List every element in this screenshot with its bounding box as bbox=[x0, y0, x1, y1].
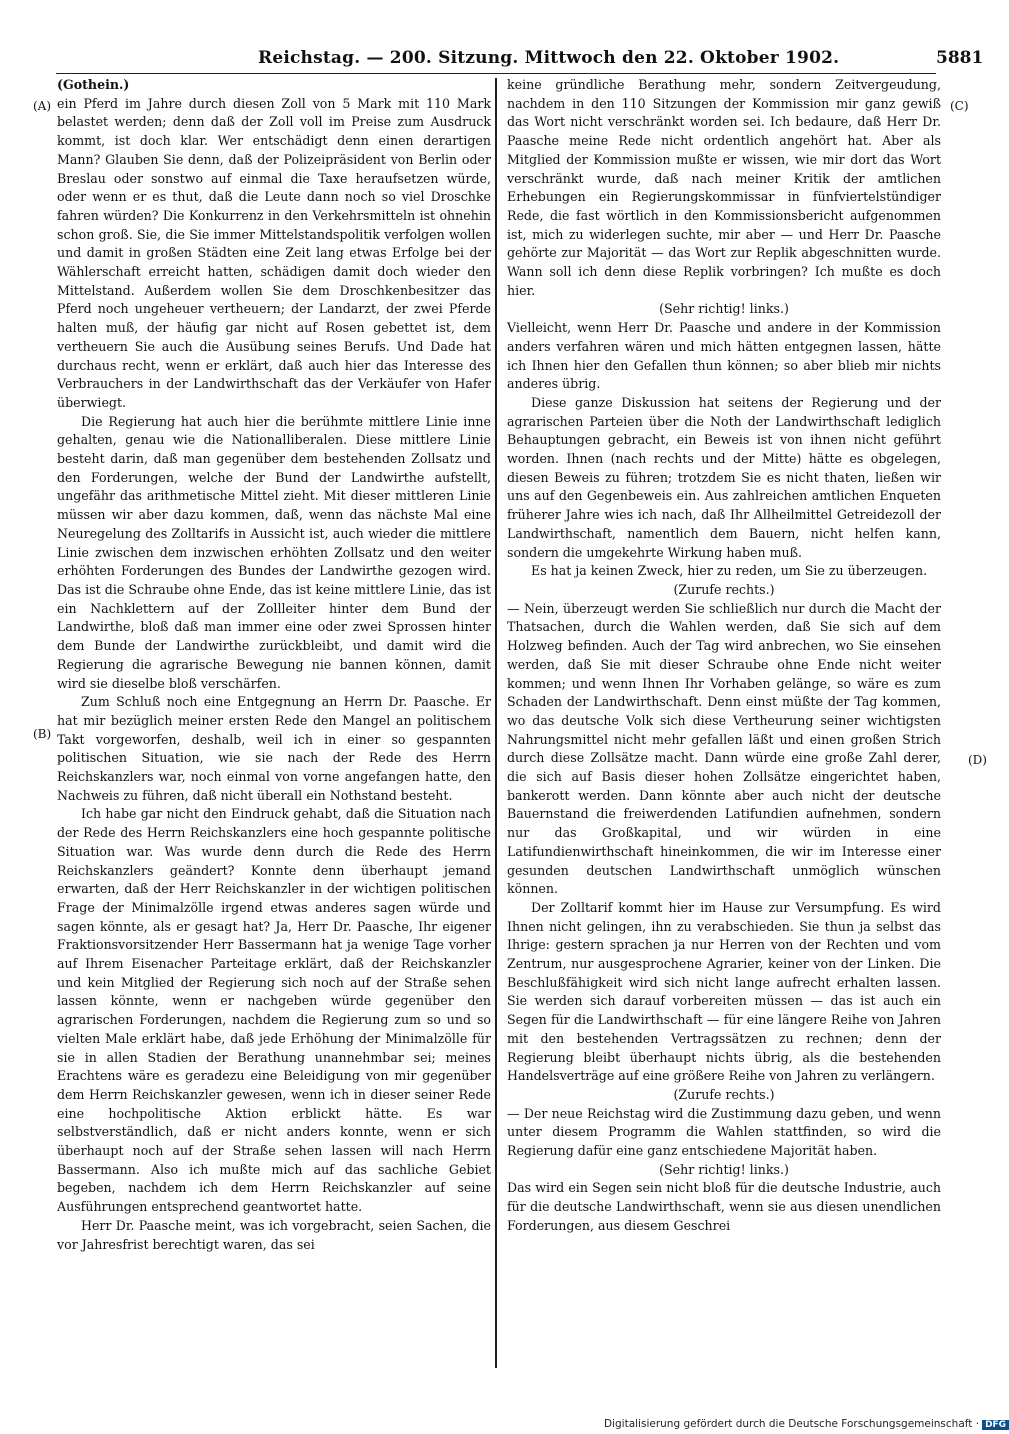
paragraph: Vielleicht, wenn Herr Dr. Paasche und andere in der Kommission anders verfahren wären und mich hätten entgegnen lassen, hätte ich Ihnen hier den Gefallen thun können; so aber blieb mir nichts anderes übrig. bbox=[507, 320, 941, 392]
paragraph: Die Regierung hat auch hier die berühmte mittlere Linie inne gehalten, genau wie die Nationalliberalen. Diese mittlere Linie besteht darin, daß man gegenüber dem bestehenden Zollsatz und den Forderungen, welche der Bund der Landwirthe aufstellt, ungefähr das arithmetische Mittel zieht. Mit dieser mittleren Linie müssen wir aber dazu kommen, daß, wenn das nächste Mal eine Neuregelung des Zolltarifs in Aussicht ist, auch wieder die mittlere Linie zwischen dem inzwischen erhöhten Zollsatz und den weiter erhöhten Forderungen des Bundes der Landwirthe gezogen wird. Das ist die Schraube ohne Ende, das ist keine mittlere Linie, das ist ein Nachklettern auf der Zollleiter hinter dem Bund der Landwirthe, bloß daß man immer eine oder zwei Sprossen hinter dem Bunde der Landwirthe zurückbleibt, und damit wird die Regierung die agrarische Bewegung nie bannen können, damit wird sie dieselbe bloß verschärfen. bbox=[57, 413, 491, 691]
paragraph: Zum Schluß noch eine Entgegnung an Herrn Dr. Paasche. Er hat mir bezüglich meiner ersten Rede den Mangel an politischem Takt vorgeworfen, deshalb, weil ich in einer so gespannten politischen Situation, wie sie nach der Rede des Herrn Reichskanzlers war, noch einmal von vorne angefangen hatte, den Nachweis zu führen, daß nicht überall ein Nothstand besteht. bbox=[57, 694, 491, 803]
paragraph: Es hat ja keinen Zweck, hier zu reden, um Sie zu überzeugen. bbox=[531, 563, 928, 579]
paragraph: Ich habe gar nicht den Eindruck gehabt, daß die Situation nach der Rede des Herrn Reichskanzlers eine hoch gespannte politische Situation war. Was wurde denn durch die Rede des Herrn Reichskanzlers geändert? Konnte denn überhaupt jemand erwarten, daß der Herr Reichskanzler in der wichtigen politischen Frage der Minimalzölle irgend etwas anderes sagen würde und sagen könnte, als er gesagt hat? Ja, Herr Dr. Paasche, Ihr eigener Fraktionsvorsitzender Herr Bassermann hat ja wenige Tage vorher auf Ihrem Eisenacher Parteitage erklärt, daß der Reichskanzler und kein Mitglied der Regierung sich noch auf der Straße sehen lassen könnte, wenn er nachgeben würde gegenüber den agrarischen Forderungen, nachdem die Regierung zum so und so vielten Male erklärt habe, daß jede Erhöhung der Minimalzölle für sie in allen Stadien der Berathung unannehmbar sei; meines Erachtens wäre es geradezu eine Beleidigung von mir gegenüber dem Herrn Reichskanzler gewesen, wenn ich in dieser seiner Rede eine hochpolitische Aktion erblickt hätte. Es war selbstverständlich, daß er nicht anders konnte, wenn er sich überhaupt noch auf der Straße sehen lassen will nach Herrn Bassermann. Also ich mußte mich auf das sachliche Gebiet begeben, nachdem ich dem Herrn Reichskanzler auf seine Ausführungen entsprechend geantwortet hatte. bbox=[57, 806, 491, 1215]
column-divider bbox=[495, 78, 497, 1368]
paragraph: keine gründliche Berathung mehr, sondern Zeitvergeudung, nachdem in den 110 Sitzungen der Kommission mir ganz gewiß das Wort nicht verschränkt worden sei. Ich bedaure, daß Herr Dr. Paasche meine Rede nicht ordentlich angehört hat. Aber als Mitglied der Kommission mußte er wissen, wie mir dort das Wort verschränkt wurde, daß nach meiner Kritik der amtlichen Erhebungen ein Regierungskommissar in fünfviertelstündiger Rede, die fast wörtlich in den Kommissionsbericht aufgenommen ist, mich zu widerlegen suchte, mir aber — und Herr Dr. Paasche gehörte zur Majorität — das Wort zur Replik abgeschnitten wurde. Wann soll ich denn diese Replik vorbringen? Ich mußte es doch hier. bbox=[507, 77, 941, 298]
paragraph: ein Pferd im Jahre durch diesen Zoll von 5 Mark mit 110 Mark belastet werden; denn daß der Zoll voll im Preise zum Ausdruck kommt, ist doch klar. Wer entschädigt denn einen derartigen Mann? Glauben Sie denn, daß der Polizeipräsident von Berlin oder Breslau oder sonstwo auf einmal die Taxe heraufsetzen würde, oder wenn er es thut, daß die Leute dann noch so viel Droschke fahren würden? Die Konkurrenz in den Verkehrsmitteln ist ohnehin schon groß. Sie, die Sie immer Mittelstandspolitik verfolgen wollen und damit in großen Städten eine Zeit lang etwas Erfolge bei der Wählerschaft erreicht hatten, schädigen damit doch wieder den Mittelstand. Außerdem wollen Sie dem Droschkenbesitzer das Pferd noch ungeheuer vertheuern; der Landarzt, der zwei Pferde halten muß, der häufig gar nicht auf Rosen gebettet ist, dem vertheuern Sie auch die Ausübung seines Berufs. Und Dade hat durchaus recht, wenn er erklärt, daß auch hier das Interesse des Verbrauchers in der Landwirthschaft das der Verkäufer von Hafer überwiegt. bbox=[57, 95, 491, 410]
margin-marker-d: (D) bbox=[968, 753, 987, 767]
margin-marker-b: (B) bbox=[33, 727, 52, 741]
running-title: Reichstag. — 200. Sitzung. Mittwoch den 22. Oktober 1902. bbox=[258, 48, 840, 68]
paragraph: Herr Dr. Paasche meint, was ich vorgebracht, seien Sachen, die vor Jahresfrist berechtigt waren, das sei bbox=[57, 1217, 491, 1252]
interjection: (Sehr richtig! links.) bbox=[659, 1161, 789, 1177]
paragraph: — Nein, überzeugt werden Sie schließlich nur durch die Macht der Thatsachen, durch die Wahlen werden, daß Sie sich auf dem Holzweg befinden. Auch der Tag wird anbrechen, wo Sie einsehen werden, daß Sie mit dieser Schraube ohne Ende nicht weiter kommen; und wenn Ihnen Ihr Vorhaben gelänge, so wäre es zum Schaden der Landwirthschaft. Denn einst müßte der Tag kommen, wo das deutsche Volk sich diese Vertheurung seiner wichtigsten Nahrungsmittel nicht mehr gefallen läßt und einen großen Strich durch diese Zollsätze macht. Dann würde eine große Zahl derer, die sich auf Basis dieser hohen Zollsätze eingerichtet haben, bankerott werden. Dann könnte aber auch nicht der deutsche Bauernstand die freiwerdenden Latifundien aufnehmen, sondern nur das Großkapital, und wir würden in eine Latifundienwirthschaft hineinkommen, die wir im Interesse einer gesunden deutschen Landwirthschaft unmöglich wünschen können. bbox=[507, 600, 941, 897]
margin-marker-a: (A) bbox=[33, 99, 52, 113]
interjection: (Zurufe rechts.) bbox=[673, 1086, 775, 1102]
paragraph: — Der neue Reichstag wird die Zustimmung dazu geben, und wenn unter diesem Programm die Wahlen stattfinden, so wird die Regierung dafür eine ganz entschiedene Majorität haben. bbox=[507, 1105, 941, 1159]
left-column bbox=[57, 76, 491, 1254]
page-header bbox=[0, 48, 1000, 72]
paragraph: Das wird ein Segen sein nicht bloß für die deutsche Industrie, auch für die deutsche Landwirthschaft, wenn sie aus diesen unendlichen Forderungen, aus diesem Geschrei bbox=[507, 1180, 941, 1233]
speaker-name: (Gothein.) bbox=[57, 77, 130, 92]
margin-marker-c: (C) bbox=[950, 99, 969, 113]
header-rule bbox=[56, 73, 936, 74]
digitization-credit bbox=[604, 1418, 1009, 1430]
page-number: 5881 bbox=[936, 48, 984, 68]
dfg-logo: DFG bbox=[982, 1420, 1009, 1430]
paragraph: Diese ganze Diskussion hat seitens der Regierung und der agrarischen Parteien über die Noth der Landwirthschaft lediglich Behauptungen gebracht, ein Beweis ist von ihnen nicht geführt worden. Ihnen (nach rechts und der Mitte) hätte es obgelegen, diesen Beweis zu führen; trotzdem Sie es nicht thaten, ließen wir uns auf den Gegenbeweis ein. Aus zahlreichen amtlichen Enqueten früherer Jahre wies ich nach, daß Ihr Allheilmittel Getreidezoll der Landwirthschaft, namentlich dem Bauern, nicht helfen kann, sondern die umgekehrte Wirkung haben muß. bbox=[507, 394, 941, 560]
interjection: (Sehr richtig! links.) bbox=[659, 301, 789, 317]
credit-text: Digitalisierung gefördert durch die Deutsche Forschungsgemeinschaft · bbox=[604, 1418, 980, 1430]
interjection: (Zurufe rechts.) bbox=[673, 581, 775, 597]
paragraph: Der Zolltarif kommt hier im Hause zur Versumpfung. Es wird Ihnen nicht gelingen, ihn zu verabschieden. Sie thun ja selbst das Ihrige: gestern sprachen ja nur Herren von der Rechten und vom Zentrum, nur ausgesprochene Agrarier, keiner von der Linken. Die Beschlußfähigkeit wird sich nicht lange aufrecht erhalten lassen. Sie werden sich darauf vorbereiten müssen — das ist auch ein Segen für die Landwirthschaft — für eine längere Reihe von Jahren mit den bestehenden Vertragssätzen zu rechnen; denn der Regierung bleibt überhaupt nichts übrig, als die bestehenden Handelsverträge auf eine größere Reihe von Jahren zu verlängern. bbox=[507, 899, 941, 1084]
right-column bbox=[507, 76, 941, 1236]
